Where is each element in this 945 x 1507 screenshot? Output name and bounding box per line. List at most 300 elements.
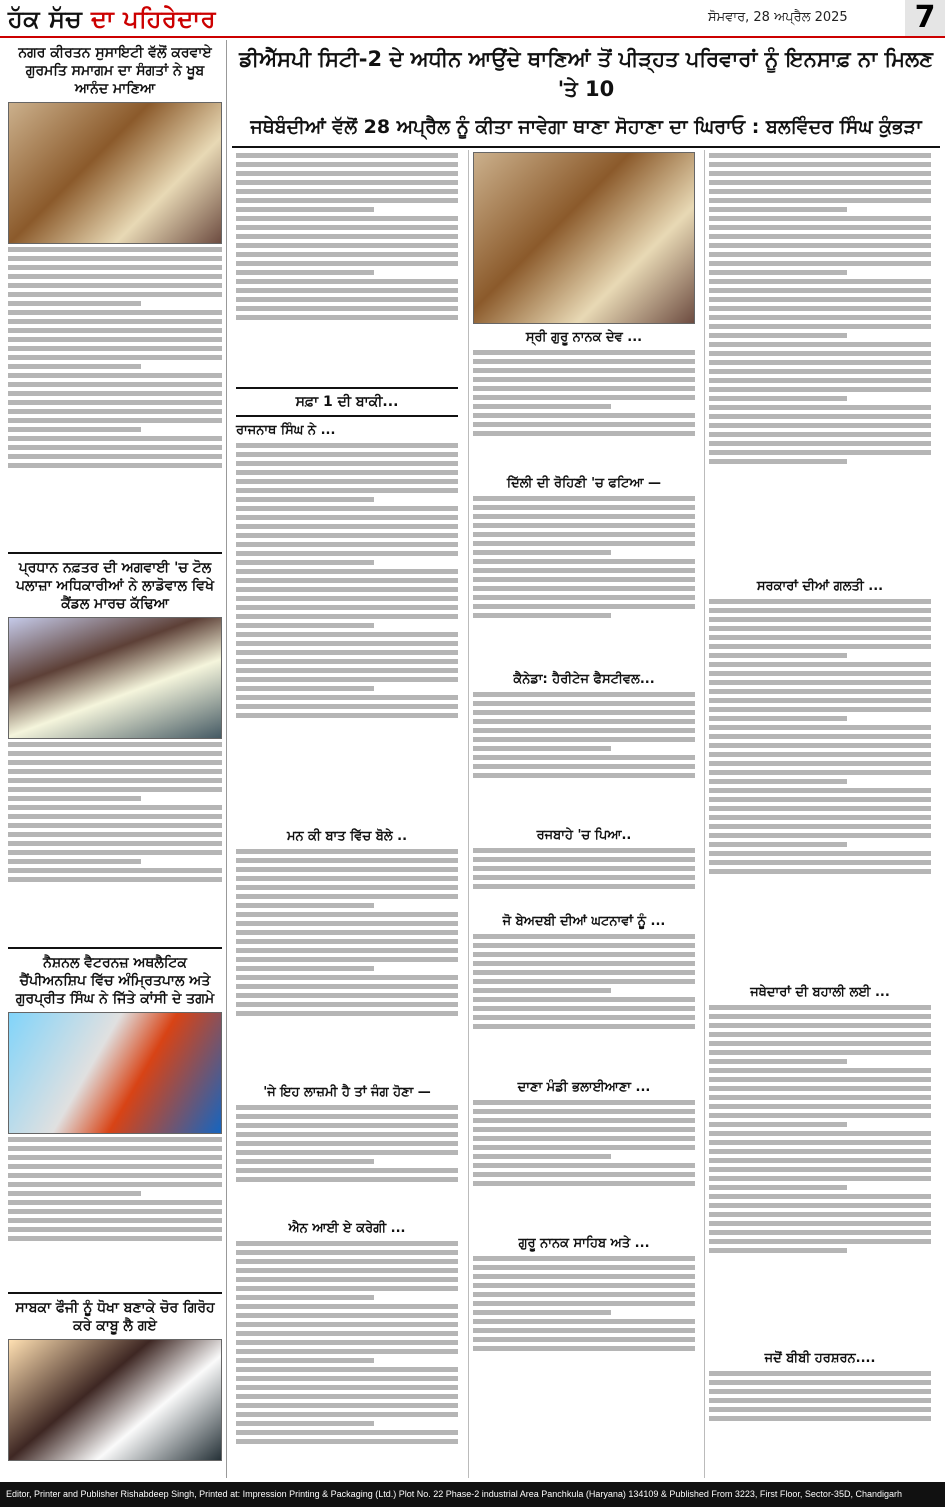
text-line (709, 1104, 931, 1109)
text-line (709, 1230, 931, 1235)
text-line (8, 1209, 222, 1214)
text-line (236, 1114, 458, 1119)
sarkaran-body-text (709, 599, 931, 979)
text-line (473, 961, 695, 966)
story4-headline: ਸਾਬਕਾ ਫੌਜੀ ਨੂੰ ਧੋਖਾ ਬਣਾਕੇ ਚੋਰ ਗਿਰੋਹ ਕਰੇ ਕਾਬੂ ਲੈ ਗਏ (15, 1300, 215, 1334)
text-line (709, 770, 931, 775)
police-arrest-photo (8, 1339, 222, 1461)
text-line (709, 1059, 847, 1064)
column-3-top-text (709, 153, 931, 573)
text-line (236, 849, 458, 854)
story3-headline: ਨੈਸ਼ਨਲ ਵੈਟਰਨਜ਼ ਅਥਲੈਟਿਕ ਚੈਂਪੀਅਨਸ਼ਿਪ ਵਿੱਚ ਅੰਮ੍ਰਿਤਪਾਲ ਅਤੇ ਗੁਰਪ੍ਰੀਤ ਸਿੰਘ ਨੇ ਜਿੱਤੇ ਕਾਂਸੀ ਦੇ ਤਗਮੇ (15, 955, 215, 1007)
text-line (709, 378, 931, 383)
text-line (236, 1367, 458, 1372)
text-line (473, 1292, 695, 1297)
text-line (709, 1050, 931, 1055)
text-line (473, 988, 611, 993)
text-line (236, 1313, 458, 1318)
subhead-guru-nanak-dev: ਸ੍ਰੀ ਗੁਰੂ ਨਾਨਕ ਦੇਵ ... (525, 330, 643, 345)
text-line (8, 382, 222, 387)
text-line (473, 613, 611, 618)
subhead-dana-mandi: ਦਾਣਾ ਮੰਡੀ ਭਲਾਈਆਣਾ ... (517, 1080, 651, 1095)
text-line (236, 578, 458, 583)
text-line (236, 704, 458, 709)
text-line (8, 310, 222, 315)
text-line (8, 751, 222, 756)
continued-box-heading: ਸਫ਼ਾ 1 ਦੀ ਬਾਕੀ... (236, 387, 458, 417)
text-line (709, 315, 931, 320)
text-line (473, 377, 695, 382)
text-line (709, 779, 847, 784)
text-line (709, 1113, 931, 1118)
subhead-nia: ਐਨ ਆਈ ਏ ਕਰੇਗੀ ... (288, 1221, 406, 1236)
text-line (8, 1137, 222, 1142)
text-line (8, 256, 222, 261)
text-line (709, 1380, 931, 1385)
column-1 (232, 150, 462, 1478)
text-line (473, 1006, 695, 1011)
text-line (473, 568, 695, 573)
text-line (8, 463, 222, 468)
text-line (709, 1041, 931, 1046)
text-line (8, 769, 222, 774)
text-line (473, 577, 695, 582)
text-line (8, 265, 222, 270)
text-line (8, 355, 222, 360)
text-line (236, 1105, 458, 1110)
column-2 (468, 150, 699, 1478)
subhead-beadbi: ਜੋ ਬੇਅਦਬੀ ਦੀਆਂ ਘਟਨਾਵਾਂ ਨੂੰ ... (502, 914, 666, 929)
mann-ki-baat-body-text (236, 849, 458, 1079)
text-line (709, 450, 931, 455)
divider (8, 947, 222, 949)
text-line (236, 858, 458, 863)
text-line (8, 1191, 141, 1196)
text-line (236, 957, 458, 962)
text-line (473, 848, 695, 853)
text-line (8, 868, 222, 873)
text-line (8, 778, 222, 783)
text-line (236, 461, 458, 466)
text-line (236, 288, 458, 293)
text-line (709, 851, 931, 856)
text-line (473, 1346, 695, 1351)
text-line (709, 617, 931, 622)
text-line (236, 677, 458, 682)
text-line (236, 1331, 458, 1336)
text-line (709, 1140, 931, 1145)
text-line (236, 1394, 458, 1399)
text-line (236, 876, 458, 881)
text-line (8, 1173, 222, 1178)
text-line (709, 833, 931, 838)
text-line (236, 198, 458, 203)
subhead-sarkaran: ਸਰਕਾਰਾਂ ਦੀਆਂ ਗਲਤੀ ... (756, 579, 884, 594)
text-line (709, 216, 931, 221)
text-line (236, 243, 458, 248)
text-line (473, 559, 695, 564)
guru-nanak-sahib-body-text (473, 1256, 695, 1396)
text-line (236, 1340, 458, 1345)
text-line (473, 1127, 695, 1132)
main-columns (232, 150, 940, 1478)
text-line (8, 409, 222, 414)
text-line (709, 1398, 931, 1403)
text-line (709, 1176, 931, 1181)
text-line (473, 1024, 695, 1029)
text-line (8, 787, 222, 792)
text-line (709, 1005, 931, 1010)
gurmat-samagam-photo (8, 102, 222, 244)
text-line (709, 324, 931, 329)
text-line (709, 234, 931, 239)
text-line (473, 1109, 695, 1114)
text-line (236, 596, 458, 601)
text-line (473, 719, 695, 724)
text-line (473, 701, 695, 706)
text-line (8, 850, 222, 855)
text-line (473, 875, 695, 880)
text-line (236, 315, 458, 320)
text-line (236, 894, 458, 899)
text-line (709, 252, 931, 257)
text-line (473, 404, 611, 409)
text-line (236, 488, 458, 493)
text-line (709, 788, 931, 793)
text-line (473, 934, 695, 939)
text-line (236, 252, 458, 257)
text-line (709, 869, 931, 874)
text-line (709, 1203, 931, 1208)
text-line (236, 452, 458, 457)
text-line (236, 1241, 458, 1246)
text-line (8, 1182, 222, 1187)
text-line (236, 1123, 458, 1128)
text-line (236, 1168, 458, 1173)
text-line (236, 605, 458, 610)
text-line (709, 279, 931, 284)
text-line (8, 760, 222, 765)
text-line (709, 716, 847, 721)
text-line (236, 153, 458, 158)
text-line (709, 1077, 931, 1082)
text-line (709, 1032, 931, 1037)
text-line (709, 815, 931, 820)
text-line (709, 441, 931, 446)
text-line (236, 560, 374, 565)
text-line (236, 297, 458, 302)
text-line (236, 975, 458, 980)
text-line (709, 432, 931, 437)
bibi-harsharan-body-text (709, 1371, 931, 1451)
text-line (473, 746, 611, 751)
text-line (709, 1185, 847, 1190)
text-line (709, 662, 931, 667)
text-line (709, 369, 931, 374)
text-line (709, 1416, 931, 1421)
text-line (236, 443, 458, 448)
text-line (709, 698, 931, 703)
text-line (236, 1250, 458, 1255)
text-line (709, 297, 931, 302)
text-line (709, 743, 931, 748)
text-line (8, 841, 222, 846)
text-line (8, 1155, 222, 1160)
text-line (236, 1277, 458, 1282)
text-line (473, 514, 695, 519)
text-line (236, 189, 458, 194)
text-line (473, 943, 695, 948)
text-line (236, 1412, 458, 1417)
protest-group-photo (473, 152, 695, 324)
text-line (236, 966, 374, 971)
text-line (8, 274, 222, 279)
text-line (473, 1145, 695, 1150)
text-line (8, 859, 141, 864)
text-line (236, 1430, 458, 1435)
subhead-war: 'ਜੇ ਇਹ ਲਾਜ਼ਮੀ ਹੈ ਤਾਂ ਜੰਗ ਹੋਣਾ — (263, 1085, 431, 1100)
text-line (236, 542, 458, 547)
guru-nanak-dev-body-text (473, 350, 695, 470)
text-line (473, 773, 695, 778)
masthead (0, 0, 945, 38)
text-line (473, 737, 695, 742)
text-line (709, 635, 931, 640)
text-line (236, 1132, 458, 1137)
text-line (236, 497, 374, 502)
text-line (236, 470, 458, 475)
text-line (709, 707, 931, 712)
story3-body-text (8, 1137, 222, 1287)
text-line (236, 1259, 458, 1264)
text-line (709, 387, 931, 392)
text-line (473, 505, 695, 510)
text-line (709, 1122, 847, 1127)
headline-line-2: ਜਥੇਬੰਦੀਆਂ ਵੱਲੋਂ 28 ਅਪ੍ਰੈਲ ਨੂੰ ਕੀਤਾ ਜਾਵੇਗਾ ਥਾਣਾ ਸੋਹਾਣਾ ਦਾ ਘਿਰਾਓ : ਬਲਵਿੰਦਰ ਸਿੰਘ ਕੁੰਭੜਾ (250, 116, 922, 138)
text-line (709, 653, 847, 658)
text-line (709, 333, 847, 338)
text-line (236, 207, 374, 212)
text-line (8, 364, 141, 369)
text-line (473, 755, 695, 760)
text-line (473, 368, 695, 373)
text-line (709, 626, 931, 631)
subhead-mann-ki-baat: ਮਨ ਕੀ ਬਾਤ ਵਿੱਚ ਬੋਲੇ .. (286, 829, 408, 844)
text-line (8, 247, 222, 252)
text-line (236, 1141, 458, 1146)
text-line (236, 234, 458, 239)
text-line (236, 216, 458, 221)
text-line (236, 533, 458, 538)
athletics-photo (8, 1012, 222, 1134)
text-line (709, 734, 931, 739)
text-line (236, 632, 458, 637)
text-line (473, 595, 695, 600)
text-line (473, 1337, 695, 1342)
left-column (4, 40, 227, 1478)
text-line (8, 445, 222, 450)
text-line (236, 1421, 374, 1426)
text-line (236, 270, 374, 275)
text-line (236, 1304, 458, 1309)
text-line (709, 207, 847, 212)
text-line (709, 261, 931, 266)
text-line (709, 405, 931, 410)
text-line (709, 725, 931, 730)
text-line (709, 761, 931, 766)
text-line (709, 459, 847, 464)
text-line (236, 1177, 458, 1182)
text-line (709, 860, 931, 865)
text-line (473, 1118, 695, 1123)
nia-body-text (236, 1241, 458, 1478)
text-line (709, 689, 931, 694)
text-line (473, 413, 695, 418)
subhead-guru-nanak-sahib: ਗੁਰੂ ਨਾਨਕ ਸਾਹਿਬ ਅਤੇ ... (518, 1236, 650, 1251)
text-line (8, 283, 222, 288)
text-line (236, 1002, 458, 1007)
beadbi-body-text (473, 934, 695, 1074)
text-line (473, 970, 695, 975)
text-line (473, 692, 695, 697)
text-line (236, 1439, 458, 1444)
text-line (709, 1212, 931, 1217)
text-line (236, 1268, 458, 1273)
headline-line-1: ਡੀਐੱਸਪੀ ਸਿਟੀ-2 ਦੇ ਅਧੀਨ ਆਉਂਦੇ ਥਾਣਿਆਂ ਤੋਂ ਪੀੜ੍ਹਤ ਪਰਿਵਾਰਾਂ ਨੂੰ ਇਨਸਾਫ਼ ਨਾ ਮਿਲਣ 'ਤੇ 10 (239, 47, 933, 101)
text-line (236, 551, 458, 556)
text-line (236, 885, 458, 890)
text-line (709, 351, 931, 356)
newspaper-brand (8, 4, 216, 33)
text-line (236, 180, 458, 185)
text-line (709, 752, 931, 757)
text-line (236, 1403, 458, 1408)
text-line (709, 1194, 931, 1199)
text-line (709, 162, 931, 167)
text-line (709, 153, 931, 158)
text-line (709, 1389, 931, 1394)
text-line (236, 587, 458, 592)
text-line (473, 395, 695, 400)
text-line (236, 171, 458, 176)
text-line (236, 641, 458, 646)
text-line (473, 1265, 695, 1270)
text-line (8, 418, 222, 423)
text-line (8, 796, 141, 801)
text-line (709, 1131, 931, 1136)
subhead-bibi-harsharan: ਜਦੋਂ ਬੀਬੀ ਹਰਸ਼ਰਨ.... (764, 1351, 876, 1366)
text-line (709, 270, 847, 275)
text-line (8, 1146, 222, 1151)
divider (8, 552, 222, 554)
text-line (473, 1136, 695, 1141)
lead-story-text (236, 153, 458, 383)
text-line (473, 866, 695, 871)
text-line (236, 650, 458, 655)
column-3 (704, 150, 935, 1478)
text-line (473, 422, 695, 427)
text-line (236, 695, 458, 700)
text-line (236, 984, 458, 989)
canada-body-text (473, 692, 695, 822)
text-line (473, 997, 695, 1002)
text-line (236, 623, 374, 628)
text-line (473, 857, 695, 862)
text-line (709, 414, 931, 419)
text-line (236, 1349, 458, 1354)
text-line (473, 1256, 695, 1261)
text-line (473, 550, 611, 555)
text-line (709, 396, 847, 401)
text-line (236, 306, 458, 311)
text-line (709, 599, 931, 604)
text-line (473, 884, 695, 889)
subhead-jathedaran: ਜਥੇਦਾਰਾਂ ਦੀ ਬਹਾਲੀ ਲਈ ... (750, 985, 890, 1000)
text-line (236, 713, 458, 718)
text-line (473, 1172, 695, 1177)
story1-body-text (8, 247, 222, 547)
text-line (8, 823, 222, 828)
war-body-text (236, 1105, 458, 1215)
text-line (709, 608, 931, 613)
page-number: 7 (905, 0, 945, 36)
story2-body-text (8, 742, 222, 942)
text-line (236, 1159, 374, 1164)
text-line (8, 301, 141, 306)
text-line (8, 832, 222, 837)
text-line (473, 350, 695, 355)
text-line (8, 1236, 222, 1241)
text-line (236, 569, 458, 574)
text-line (709, 243, 931, 248)
text-line (8, 427, 141, 432)
text-line (709, 1023, 931, 1028)
text-line (473, 359, 695, 364)
text-line (236, 225, 458, 230)
text-line (8, 337, 222, 342)
text-line (709, 423, 931, 428)
text-line (236, 903, 374, 908)
subhead-rajbaha: ਰਜਬਾਹੇ 'ਚ ਪਿਆ.. (536, 828, 632, 843)
text-line (709, 1407, 931, 1412)
text-line (236, 1385, 458, 1390)
text-line (473, 532, 695, 537)
text-line (236, 686, 374, 691)
text-line (473, 952, 695, 957)
text-line (473, 710, 695, 715)
text-line (709, 1068, 931, 1073)
text-line (8, 436, 222, 441)
text-line (236, 948, 458, 953)
text-line (709, 680, 931, 685)
footer-imprint: Editor, Printer and Publisher Rishabdeep Singh, Printed at: Impression Printing & Packaging (Ltd.) Plot No. 22 Phase-2 industrial Area Panchkula (Haryana) 134109 & Published From 3223, First Floor, Sector-35D, Chandigarh (0, 1482, 945, 1507)
subhead-rohini: ਦਿੱਲੀ ਦੀ ਰੋਹਿਣੀ 'ਚ ਫਟਿਆ — (506, 476, 662, 491)
text-line (709, 1167, 931, 1172)
text-line (8, 805, 222, 810)
text-line (709, 1158, 931, 1163)
text-line (236, 867, 458, 872)
text-line (236, 279, 458, 284)
text-line (236, 1286, 458, 1291)
text-line (473, 979, 695, 984)
text-line (236, 506, 458, 511)
text-line (709, 1149, 931, 1154)
text-line (8, 742, 222, 747)
text-line (8, 1200, 222, 1205)
rohini-body-text (473, 496, 695, 666)
text-line (8, 292, 222, 297)
text-line (473, 1274, 695, 1279)
